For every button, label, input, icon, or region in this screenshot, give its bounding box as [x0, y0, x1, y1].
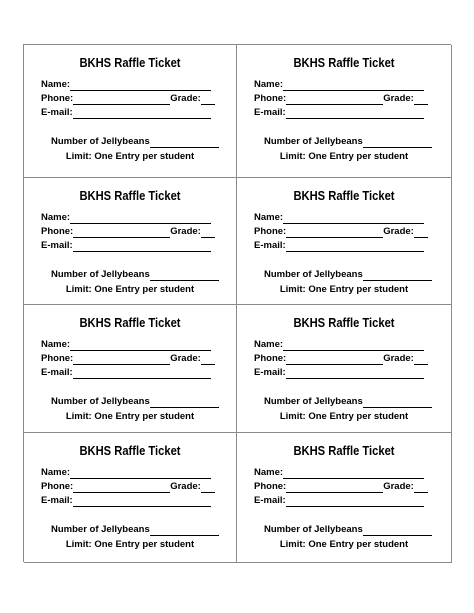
phone-row	[41, 226, 215, 238]
grade-label: Grade:	[383, 93, 414, 104]
phone-label: Phone:	[41, 226, 74, 237]
name-blank-line[interactable]	[70, 469, 211, 479]
name-row	[41, 467, 211, 479]
grade-label: Grade:	[170, 93, 201, 104]
phone-row	[254, 93, 428, 105]
name-label: Name:	[41, 467, 71, 478]
raffle-ticket	[24, 433, 237, 563]
ticket-title: BKHS Raffle Ticket	[293, 188, 395, 203]
jellybeans-label: Number of Jellybeans	[264, 269, 363, 280]
phone-row	[254, 481, 428, 493]
phone-blank-line[interactable]	[73, 355, 170, 365]
jellybeans-row	[264, 269, 432, 281]
name-label: Name:	[254, 467, 284, 478]
jellybeans-label: Number of Jellybeans	[264, 396, 363, 407]
grade-blank-line[interactable]	[201, 483, 215, 493]
grade-label: Grade:	[383, 481, 414, 492]
raffle-ticket	[237, 305, 452, 433]
name-blank-line[interactable]	[70, 214, 211, 224]
name-label: Name:	[254, 212, 284, 223]
phone-blank-line[interactable]	[73, 95, 170, 105]
grade-blank-line[interactable]	[414, 228, 428, 238]
email-row	[41, 367, 211, 379]
ticket-title: BKHS Raffle Ticket	[79, 443, 181, 458]
name-row	[254, 467, 424, 479]
email-label: E-mail:	[41, 240, 73, 251]
email-row	[254, 107, 424, 119]
phone-label: Phone:	[254, 481, 287, 492]
name-blank-line[interactable]	[283, 81, 424, 91]
phone-label: Phone:	[41, 481, 74, 492]
jellybeans-row	[51, 269, 219, 281]
phone-label: Phone:	[254, 353, 287, 364]
email-label: E-mail:	[254, 107, 286, 118]
phone-row	[41, 93, 215, 105]
grade-blank-line[interactable]	[414, 483, 428, 493]
jellybeans-row	[264, 396, 432, 408]
raffle-ticket	[24, 178, 237, 305]
email-blank-line[interactable]	[286, 497, 424, 507]
raffle-ticket	[237, 45, 452, 178]
email-label: E-mail:	[41, 367, 73, 378]
ticket-title: BKHS Raffle Ticket	[79, 55, 181, 70]
email-row	[41, 107, 211, 119]
grade-blank-line[interactable]	[414, 95, 428, 105]
ticket-title: BKHS Raffle Ticket	[79, 188, 181, 203]
limit-text: Limit: One Entry per student	[279, 284, 409, 295]
name-row	[254, 79, 424, 91]
name-label: Name:	[254, 339, 284, 350]
jellybeans-blank-line[interactable]	[363, 526, 432, 536]
name-blank-line[interactable]	[283, 214, 424, 224]
email-label: E-mail:	[41, 495, 73, 506]
jellybeans-blank-line[interactable]	[363, 138, 432, 148]
jellybeans-label: Number of Jellybeans	[264, 524, 363, 535]
jellybeans-row	[51, 396, 219, 408]
phone-blank-line[interactable]	[73, 483, 170, 493]
phone-row	[41, 353, 215, 365]
email-label: E-mail:	[254, 495, 286, 506]
phone-label: Phone:	[41, 353, 74, 364]
email-blank-line[interactable]	[73, 109, 211, 119]
raffle-ticket	[24, 305, 237, 433]
email-blank-line[interactable]	[73, 369, 211, 379]
email-label: E-mail:	[254, 240, 286, 251]
phone-row	[254, 226, 428, 238]
jellybeans-row	[264, 524, 432, 536]
jellybeans-blank-line[interactable]	[363, 271, 432, 281]
email-row	[254, 367, 424, 379]
name-label: Name:	[41, 212, 71, 223]
email-row	[41, 495, 211, 507]
jellybeans-row	[51, 136, 219, 148]
limit-text: Limit: One Entry per student	[65, 151, 195, 162]
email-blank-line[interactable]	[286, 109, 424, 119]
name-row	[254, 339, 424, 351]
email-row	[41, 240, 211, 252]
ticket-title: BKHS Raffle Ticket	[293, 315, 395, 330]
phone-blank-line[interactable]	[286, 483, 383, 493]
jellybeans-label: Number of Jellybeans	[51, 136, 150, 147]
email-row	[254, 495, 424, 507]
email-label: E-mail:	[254, 367, 286, 378]
jellybeans-label: Number of Jellybeans	[51, 269, 150, 280]
name-row	[254, 212, 424, 224]
name-label: Name:	[41, 79, 71, 90]
grade-label: Grade:	[170, 481, 201, 492]
limit-text: Limit: One Entry per student	[65, 411, 195, 422]
ticket-title: BKHS Raffle Ticket	[79, 315, 181, 330]
limit-text: Limit: One Entry per student	[65, 539, 195, 550]
email-blank-line[interactable]	[286, 369, 424, 379]
jellybeans-blank-line[interactable]	[150, 138, 219, 148]
phone-blank-line[interactable]	[286, 228, 383, 238]
phone-label: Phone:	[41, 93, 74, 104]
limit-text: Limit: One Entry per student	[65, 284, 195, 295]
raffle-ticket	[237, 433, 452, 563]
raffle-ticket-sheet	[23, 44, 451, 562]
name-row	[41, 79, 211, 91]
name-label: Name:	[254, 79, 284, 90]
jellybeans-label: Number of Jellybeans	[51, 524, 150, 535]
email-label: E-mail:	[41, 107, 73, 118]
name-blank-line[interactable]	[70, 341, 211, 351]
phone-row	[41, 481, 215, 493]
limit-text: Limit: One Entry per student	[279, 411, 409, 422]
jellybeans-label: Number of Jellybeans	[264, 136, 363, 147]
jellybeans-blank-line[interactable]	[363, 398, 432, 408]
phone-label: Phone:	[254, 93, 287, 104]
jellybeans-blank-line[interactable]	[150, 271, 219, 281]
jellybeans-blank-line[interactable]	[150, 398, 219, 408]
grade-label: Grade:	[383, 353, 414, 364]
ticket-title: BKHS Raffle Ticket	[293, 55, 395, 70]
email-blank-line[interactable]	[286, 242, 424, 252]
grade-label: Grade:	[383, 226, 414, 237]
raffle-ticket	[24, 45, 237, 178]
raffle-ticket	[237, 178, 452, 305]
name-blank-line[interactable]	[283, 469, 424, 479]
jellybeans-row	[51, 524, 219, 536]
jellybeans-blank-line[interactable]	[150, 526, 219, 536]
limit-text: Limit: One Entry per student	[279, 539, 409, 550]
grade-label: Grade:	[170, 226, 201, 237]
phone-blank-line[interactable]	[73, 228, 170, 238]
grade-blank-line[interactable]	[201, 355, 215, 365]
phone-row	[254, 353, 428, 365]
jellybeans-label: Number of Jellybeans	[51, 396, 150, 407]
limit-text: Limit: One Entry per student	[279, 151, 409, 162]
grade-blank-line[interactable]	[201, 95, 215, 105]
email-row	[254, 240, 424, 252]
ticket-title: BKHS Raffle Ticket	[293, 443, 395, 458]
phone-blank-line[interactable]	[286, 355, 383, 365]
phone-blank-line[interactable]	[286, 95, 383, 105]
email-blank-line[interactable]	[73, 242, 211, 252]
jellybeans-row	[264, 136, 432, 148]
grade-blank-line[interactable]	[414, 355, 428, 365]
name-row	[41, 212, 211, 224]
email-blank-line[interactable]	[73, 497, 211, 507]
name-blank-line[interactable]	[70, 81, 211, 91]
grade-blank-line[interactable]	[201, 228, 215, 238]
phone-label: Phone:	[254, 226, 287, 237]
grade-label: Grade:	[170, 353, 201, 364]
name-blank-line[interactable]	[283, 341, 424, 351]
name-row	[41, 339, 211, 351]
name-label: Name:	[41, 339, 71, 350]
